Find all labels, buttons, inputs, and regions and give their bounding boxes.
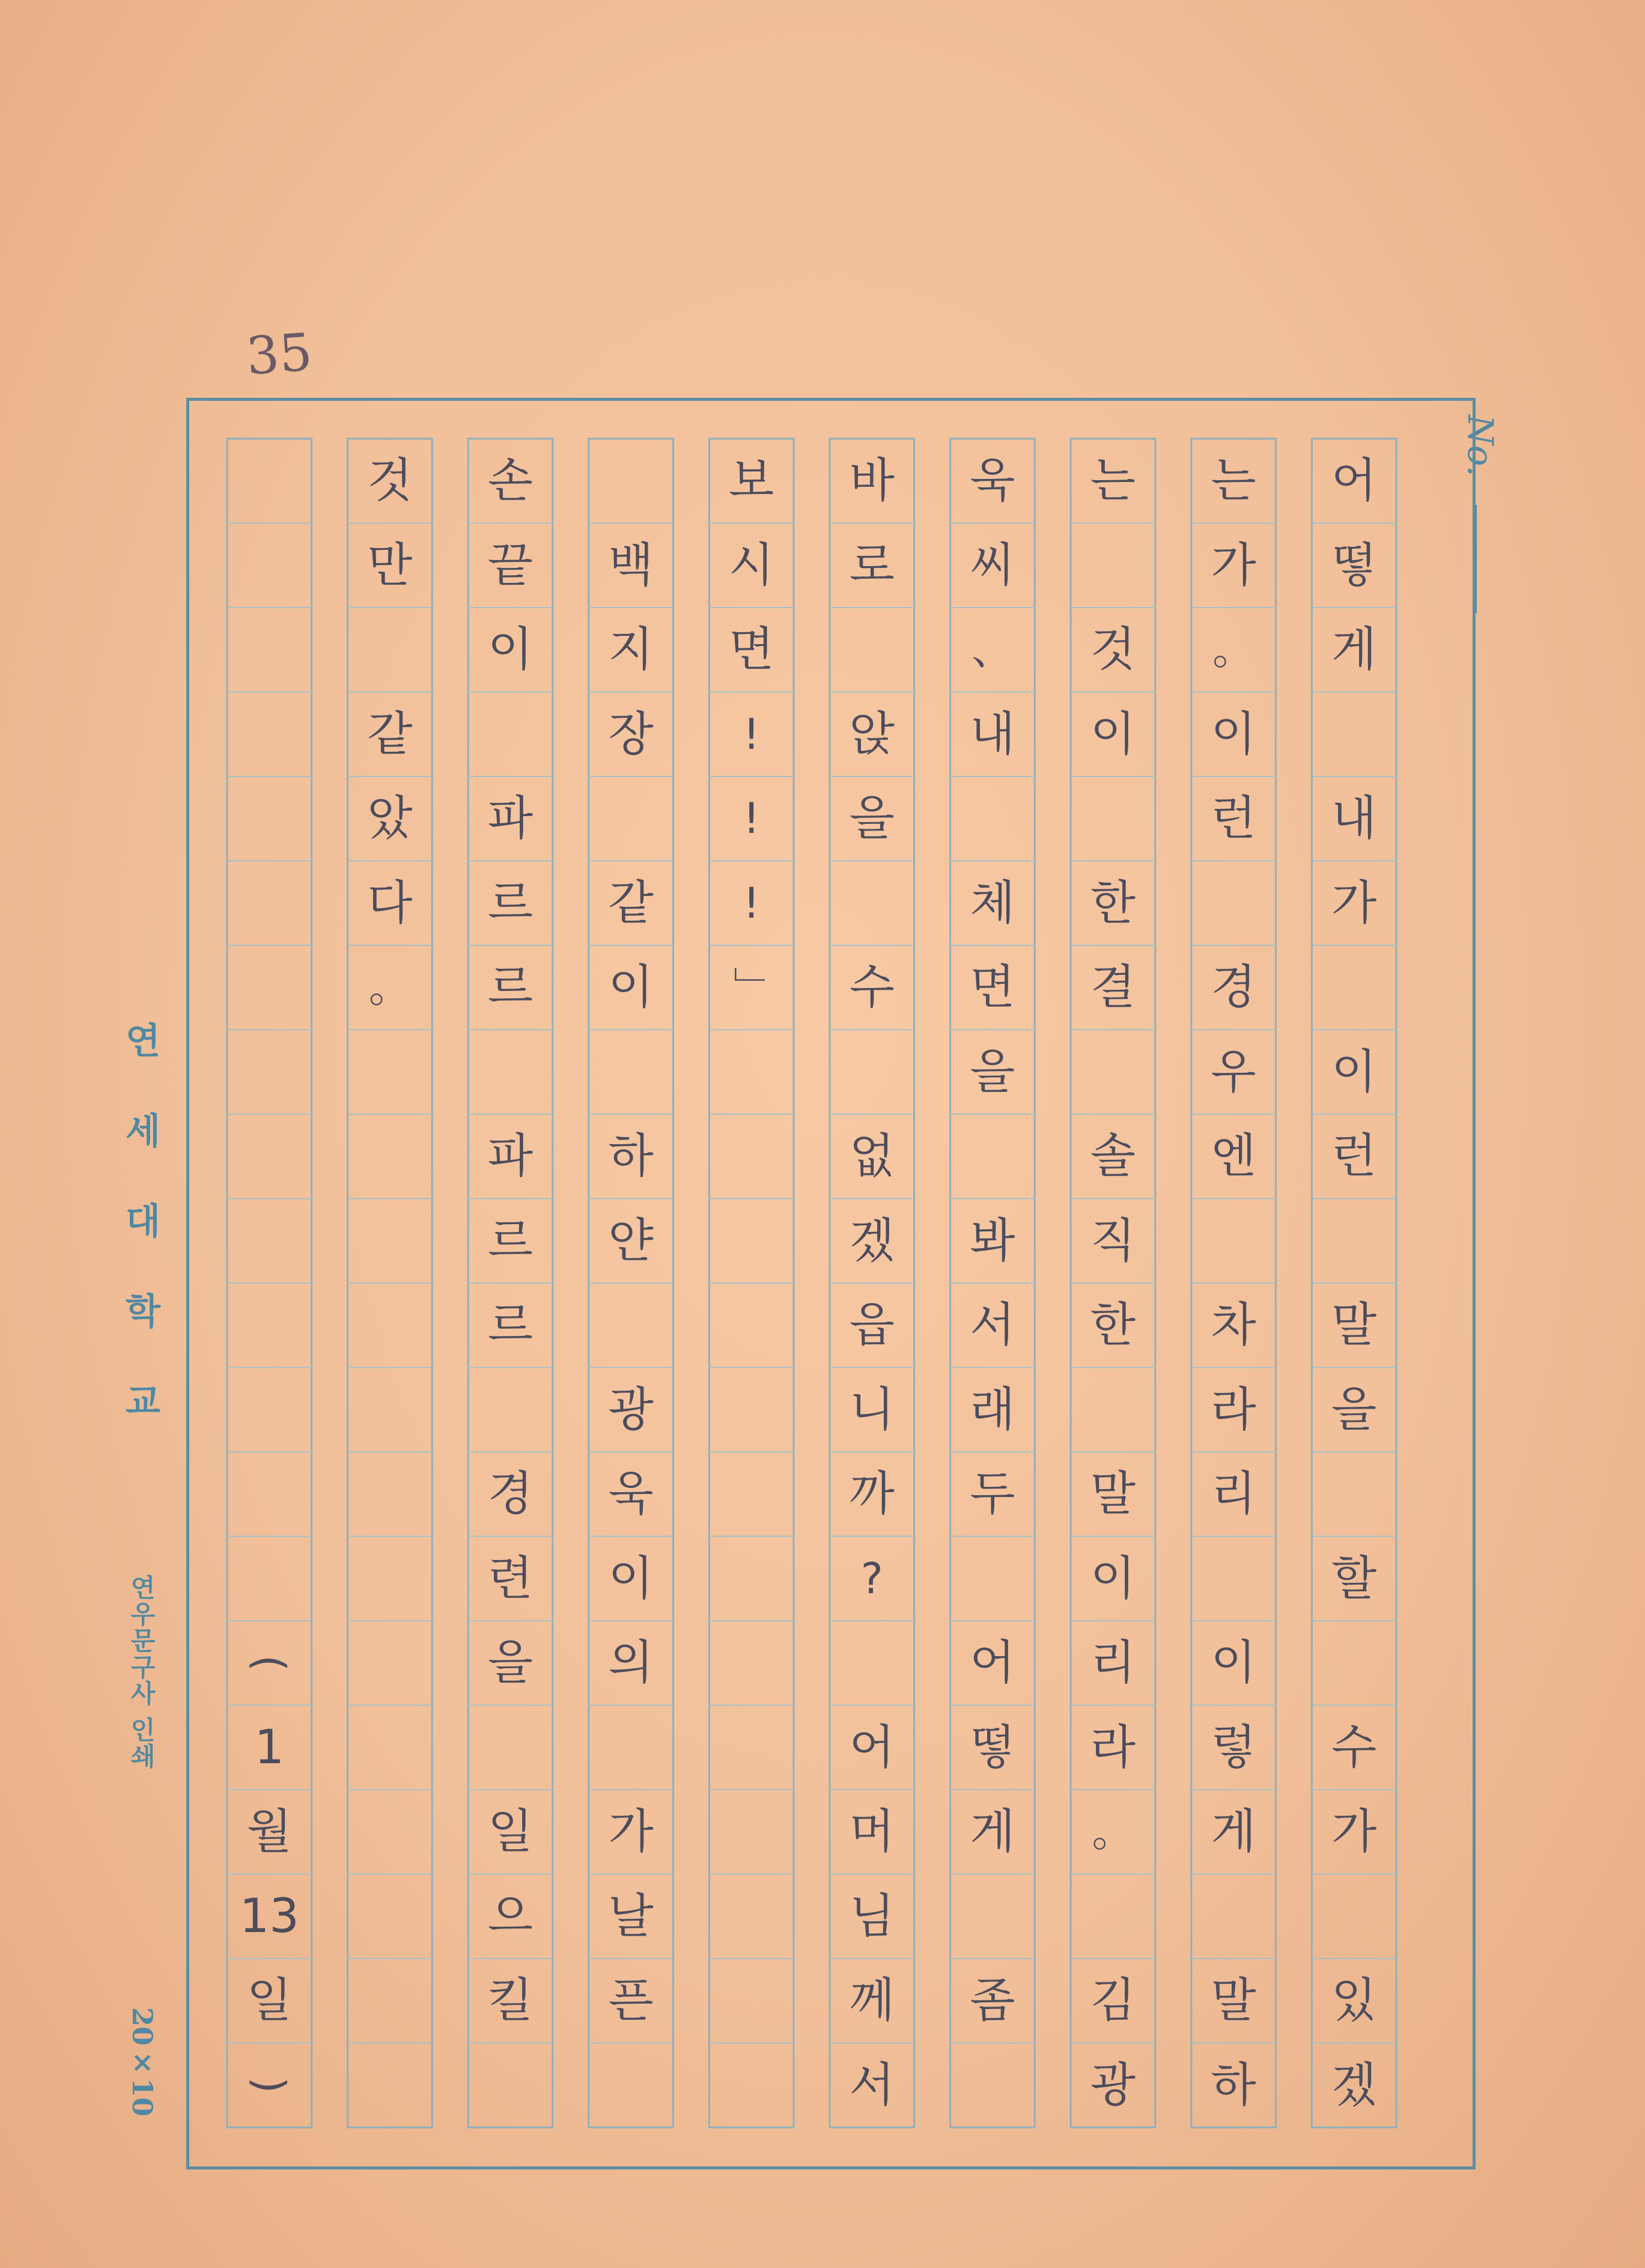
manuscript-char: 겠 [1331,2058,1377,2112]
manuscript-char: 욱 [970,454,1015,508]
no-label: No. [1460,415,1501,477]
manuscript-char: 련 [487,1551,534,1606]
manuscript-char: 았 [367,791,413,846]
manuscript-char: 님 [849,1889,895,1943]
manuscript-char: 이 [1211,1636,1256,1690]
manuscript-char: 이 [1211,707,1256,761]
manuscript-char: 리 [1090,1636,1136,1690]
manuscript-char: 」 [726,966,776,1009]
manuscript-char: 다 [367,876,413,930]
manuscript-char: 같 [367,707,413,761]
manuscript-char: 내 [1331,791,1377,846]
manuscript-char: 게 [1331,623,1377,677]
manuscript-char: 이 [1090,707,1136,761]
manuscript-char: 두 [970,1467,1015,1522]
manuscript-char: 있 [1331,1974,1377,2028]
manuscript-char: 우 [1211,1044,1256,1099]
manuscript-char: 체 [970,876,1015,930]
manuscript-char: 파 [487,791,534,846]
manuscript-char: 을 [487,1636,534,1690]
manuscript-char: 으 [487,1889,534,1943]
manuscript-char: 런 [1331,1129,1377,1184]
manuscript-char: 서 [970,1298,1015,1353]
manuscript-char: 라 [1090,1720,1136,1775]
manuscript-char: 1 [254,1720,285,1775]
grid-size-label: 20×10 [126,2007,159,2117]
manuscript-char: 말 [1090,1467,1136,1522]
manuscript-char: 가 [1331,876,1377,930]
manuscript-char: 르 [487,876,534,930]
manuscript-char: 는 [1211,454,1256,508]
manuscript-char: 킬 [487,1974,534,2028]
manuscript-char: 김 [1090,1974,1136,2028]
manuscript-char: 솔 [1090,1129,1136,1184]
manuscript-char: 런 [1211,791,1256,846]
manuscript-char: 것 [1090,623,1136,677]
manuscript-char: 내 [970,707,1015,761]
manuscript-char: 을 [970,1044,1015,1099]
manuscript-char: 이 [608,1551,654,1606]
manuscript-char: 앉 [849,707,895,761]
manuscript-char: 광 [1090,2058,1136,2112]
manuscript-char: 읍 [849,1298,895,1353]
manuscript-char: 없 [849,1129,895,1184]
manuscript-char: 수 [849,960,895,1015]
manuscript-char: 일 [487,1805,534,1859]
manuscript-char: 경 [487,1467,534,1522]
manuscript-char: 백 [608,538,654,593]
manuscript-char: 한 [1090,1298,1136,1353]
manuscript-char: 장 [608,707,654,761]
manuscript-char: 이 [487,623,534,677]
manuscript-char: 면 [970,960,1015,1015]
manuscript-char: 을 [849,791,895,846]
manuscript-char: 말 [1331,1298,1377,1353]
manuscript-char: 결 [1090,960,1136,1015]
manuscript-char: 의 [608,1636,654,1690]
manuscript-char: 얀 [608,1213,654,1268]
manuscript-char: 니 [849,1382,895,1437]
manuscript-char: 말 [1211,1974,1256,2028]
manuscript-char: 라 [1211,1382,1256,1437]
manuscript-char: 、 [971,625,1014,675]
manuscript-char: ) [245,2077,294,2094]
manuscript-char: 어 [849,1720,895,1775]
manuscript-char: 경 [1211,960,1256,1015]
manuscript-char: ( [245,1654,294,1671]
manuscript-char: 르 [487,960,534,1015]
manuscript-char: 가 [608,1805,654,1859]
manuscript-char: 래 [970,1382,1015,1437]
manuscript-char: 는 [1090,454,1136,508]
manuscript-char: 끝 [487,538,534,593]
manuscript-char: 로 [849,538,895,593]
manuscript-char: ? [860,1553,883,1603]
manuscript-char: 게 [970,1805,1015,1859]
manuscript-char: 날 [608,1889,654,1943]
manuscript-char: 면 [729,623,774,677]
manuscript-char: ! [743,794,760,844]
manuscript-char: 엔 [1211,1129,1256,1184]
manuscript-char: 겠 [849,1213,895,1268]
manuscript-char: 봐 [970,1213,1015,1268]
manuscript-char: 께 [849,1974,895,2028]
manuscript-char: 떻 [970,1720,1015,1775]
manuscript-char: 하 [1211,2058,1256,2112]
manuscript-char: 욱 [608,1467,654,1522]
manuscript-char: 같 [608,876,654,930]
manuscript-char: 월 [246,1805,292,1859]
manuscript-char: 르 [487,1298,534,1353]
manuscript-char: 이 [1331,1044,1377,1099]
manuscript-char: 까 [849,1467,895,1522]
manuscript-char: 게 [1211,1805,1256,1859]
manuscript-char: 좀 [970,1974,1015,2028]
manuscript-char: 광 [608,1382,654,1437]
university-name: 연세대학교 [119,1022,161,1472]
manuscript-char: 이 [1090,1551,1136,1606]
manuscript-char: 한 [1090,876,1136,930]
manuscript-char: 르 [487,1213,534,1268]
manuscript-char: 머 [849,1805,895,1859]
manuscript-char: 가 [1211,538,1256,593]
manuscript-char: 시 [729,538,774,593]
printer-credit: 연우문구사 인쇄 [127,1574,156,1770]
manuscript-char: 서 [849,2058,895,2112]
manuscript-char: 어 [970,1636,1015,1690]
manuscript-char: 。 [368,963,411,1013]
manuscript-char: 직 [1090,1213,1136,1268]
manuscript-char: 리 [1211,1467,1256,1522]
manuscript-char: 13 [239,1889,299,1943]
manuscript-char: 가 [1331,1805,1377,1859]
manuscript-char: 。 [1212,625,1255,675]
manuscript-char: 씨 [970,538,1015,593]
manuscript-char: 만 [367,538,413,593]
manuscript-char: 을 [1331,1382,1377,1437]
manuscript-char: 렇 [1211,1720,1256,1775]
manuscript-char: 이 [608,960,654,1015]
manuscript-char: 수 [1331,1720,1377,1775]
manuscript-char: 보 [729,454,774,508]
manuscript-char: 손 [487,454,534,508]
manuscript-char: 지 [608,623,654,677]
manuscript-char: 일 [246,1974,292,2028]
manuscript-char: 바 [849,454,895,508]
manuscript-char: 어 [1331,454,1377,508]
manuscript-char: 。 [1092,1807,1134,1857]
manuscript-char: 파 [487,1129,534,1184]
manuscript-char: ! [743,878,760,928]
manuscript-char: 하 [608,1129,654,1184]
manuscript-char: 픈 [608,1974,654,2028]
manuscript-char: 떻 [1331,538,1377,593]
page-number: 35 [244,322,314,387]
manuscript-char: 할 [1331,1551,1377,1606]
manuscript-char: 차 [1211,1298,1256,1353]
manuscript-char: ! [743,709,760,759]
manuscript-char: 것 [367,454,413,508]
